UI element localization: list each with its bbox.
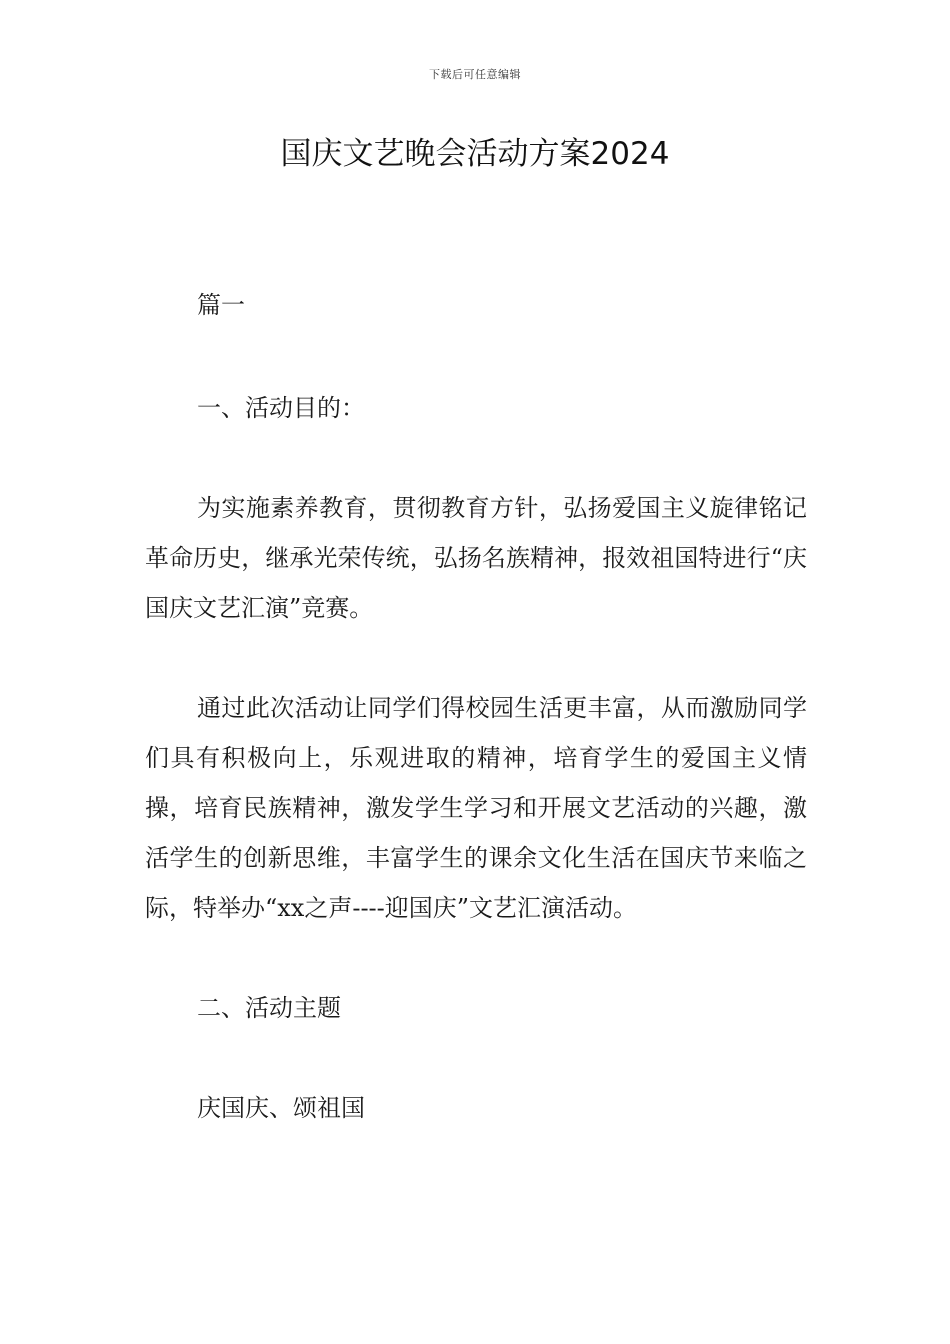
spacer xyxy=(145,330,807,383)
document-title: 国庆文艺晚会活动方案2024 xyxy=(280,136,670,172)
theme-text: 庆国庆、颂祖国 xyxy=(197,1094,365,1122)
spacer xyxy=(145,933,807,983)
spacer xyxy=(145,633,807,683)
header-note: 下载后可任意编辑 xyxy=(429,68,521,81)
heading-activity-purpose: 一、活动目的： xyxy=(197,394,365,422)
spacer xyxy=(145,433,807,483)
paragraph-goals: 通过此次活动让同学们得校园生活更丰富，从而激励同学们具有积极向上，乐观进取的精神，培育学生的爱国主义情操，培育民族精神，激发学生学习和开展文艺活动的兴趣，激活学生的创新思维，丰富学生的课余文化生活在国庆节来临之际，特举办“xx之声----迎国庆”文艺汇演活动。 xyxy=(145,694,807,922)
spacer xyxy=(145,1033,807,1083)
document-body xyxy=(145,280,807,1133)
section-label: 篇一 xyxy=(197,291,245,319)
paragraph-purpose: 为实施素养教育，贯彻教育方针，弘扬爱国主义旋律铭记革命历史，继承光荣传统，弘扬名族精神，报效祖国特进行“庆国庆文艺汇演”竞赛。 xyxy=(145,494,807,622)
heading-activity-theme: 二、活动主题 xyxy=(197,994,341,1022)
